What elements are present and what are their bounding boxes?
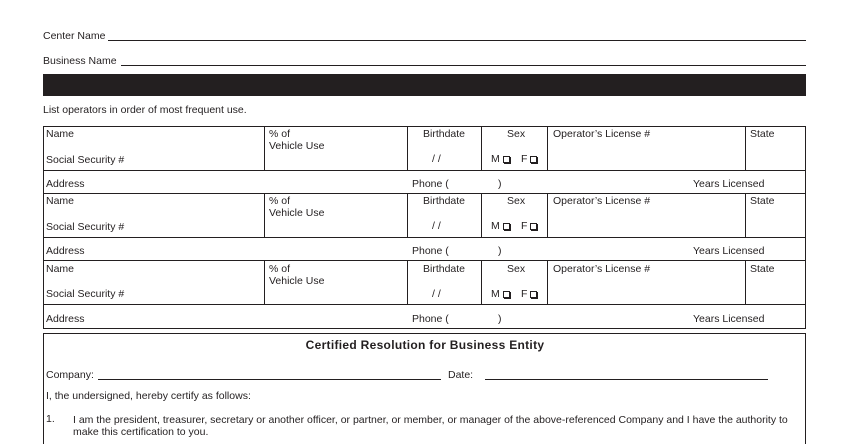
business-name-label: Business Name — [43, 55, 117, 67]
operators-table — [43, 126, 806, 329]
pct-label-line2: Vehicle Use — [269, 207, 325, 219]
pct-label-line1: % of — [269, 128, 291, 140]
sex-female-option[interactable]: F — [521, 221, 537, 232]
date-field[interactable] — [485, 379, 768, 380]
license-label: Operator’s License # — [553, 195, 651, 207]
birthdate-slashes[interactable]: / / — [432, 220, 441, 232]
birthdate-label: Birthdate — [423, 128, 466, 140]
years-licensed-label: Years Licensed — [693, 178, 765, 190]
female-checkbox[interactable] — [530, 223, 537, 230]
item-1-text: I am the president, treasurer, secretary or another officer, or partner, or member, or manager of the above-referenced Company and I have the authority to make this certification to you. — [73, 414, 788, 439]
phone-label: Phone ( — [412, 245, 449, 257]
resolution-title: Certified Resolution for Business Entity — [305, 338, 545, 352]
female-checkbox[interactable] — [530, 291, 537, 298]
sex-label: Sex — [507, 195, 526, 207]
phone-close: ) — [498, 313, 502, 325]
section-header-bar — [43, 74, 806, 96]
pct-label-line1: % of — [269, 263, 291, 275]
certify-statement: I, the undersigned, hereby certify as follows: — [46, 390, 251, 402]
company-label: Company: — [46, 369, 94, 381]
sex-female-option[interactable]: F — [521, 154, 537, 165]
phone-close: ) — [498, 178, 502, 190]
instructions-text: List operators in order of most frequent use. — [43, 104, 247, 116]
male-checkbox[interactable] — [503, 291, 510, 298]
date-label: Date: — [448, 369, 474, 381]
address-label: Address — [46, 178, 85, 190]
birthdate-slashes[interactable]: / / — [432, 153, 441, 165]
female-checkbox[interactable] — [530, 156, 537, 163]
state-label: State — [750, 195, 775, 207]
sex-label: Sex — [507, 128, 526, 140]
phone-label: Phone ( — [412, 178, 449, 190]
sex-male-option[interactable]: M — [491, 154, 510, 165]
pct-label-line2: Vehicle Use — [269, 140, 325, 152]
center-name-field[interactable] — [108, 40, 806, 41]
name-label: Name — [46, 128, 75, 140]
years-licensed-label: Years Licensed — [693, 313, 765, 325]
sex-label: Sex — [507, 263, 526, 275]
license-label: Operator’s License # — [553, 128, 651, 140]
years-licensed-label: Years Licensed — [693, 245, 765, 257]
ssn-label: Social Security # — [46, 221, 125, 233]
name-label: Name — [46, 263, 75, 275]
pct-label-line1: % of — [269, 195, 291, 207]
sex-female-option[interactable]: F — [521, 289, 537, 300]
male-checkbox[interactable] — [503, 156, 510, 163]
ssn-label: Social Security # — [46, 154, 125, 166]
sex-male-option[interactable]: M — [491, 289, 510, 300]
sex-male-option[interactable]: M — [491, 221, 510, 232]
center-name-label: Center Name — [43, 30, 106, 42]
business-name-field[interactable] — [121, 65, 806, 66]
phone-label: Phone ( — [412, 313, 449, 325]
name-label: Name — [46, 195, 75, 207]
company-field[interactable] — [98, 379, 441, 380]
address-label: Address — [46, 313, 85, 325]
state-label: State — [750, 263, 775, 275]
pct-label-line2: Vehicle Use — [269, 275, 325, 287]
license-label: Operator’s License # — [553, 263, 651, 275]
ssn-label: Social Security # — [46, 288, 125, 300]
male-checkbox[interactable] — [503, 223, 510, 230]
birthdate-slashes[interactable]: / / — [432, 288, 441, 300]
item-1-number: 1. — [46, 413, 55, 425]
birthdate-label: Birthdate — [423, 195, 466, 207]
address-label: Address — [46, 245, 85, 257]
birthdate-label: Birthdate — [423, 263, 466, 275]
state-label: State — [750, 128, 775, 140]
phone-close: ) — [498, 245, 502, 257]
